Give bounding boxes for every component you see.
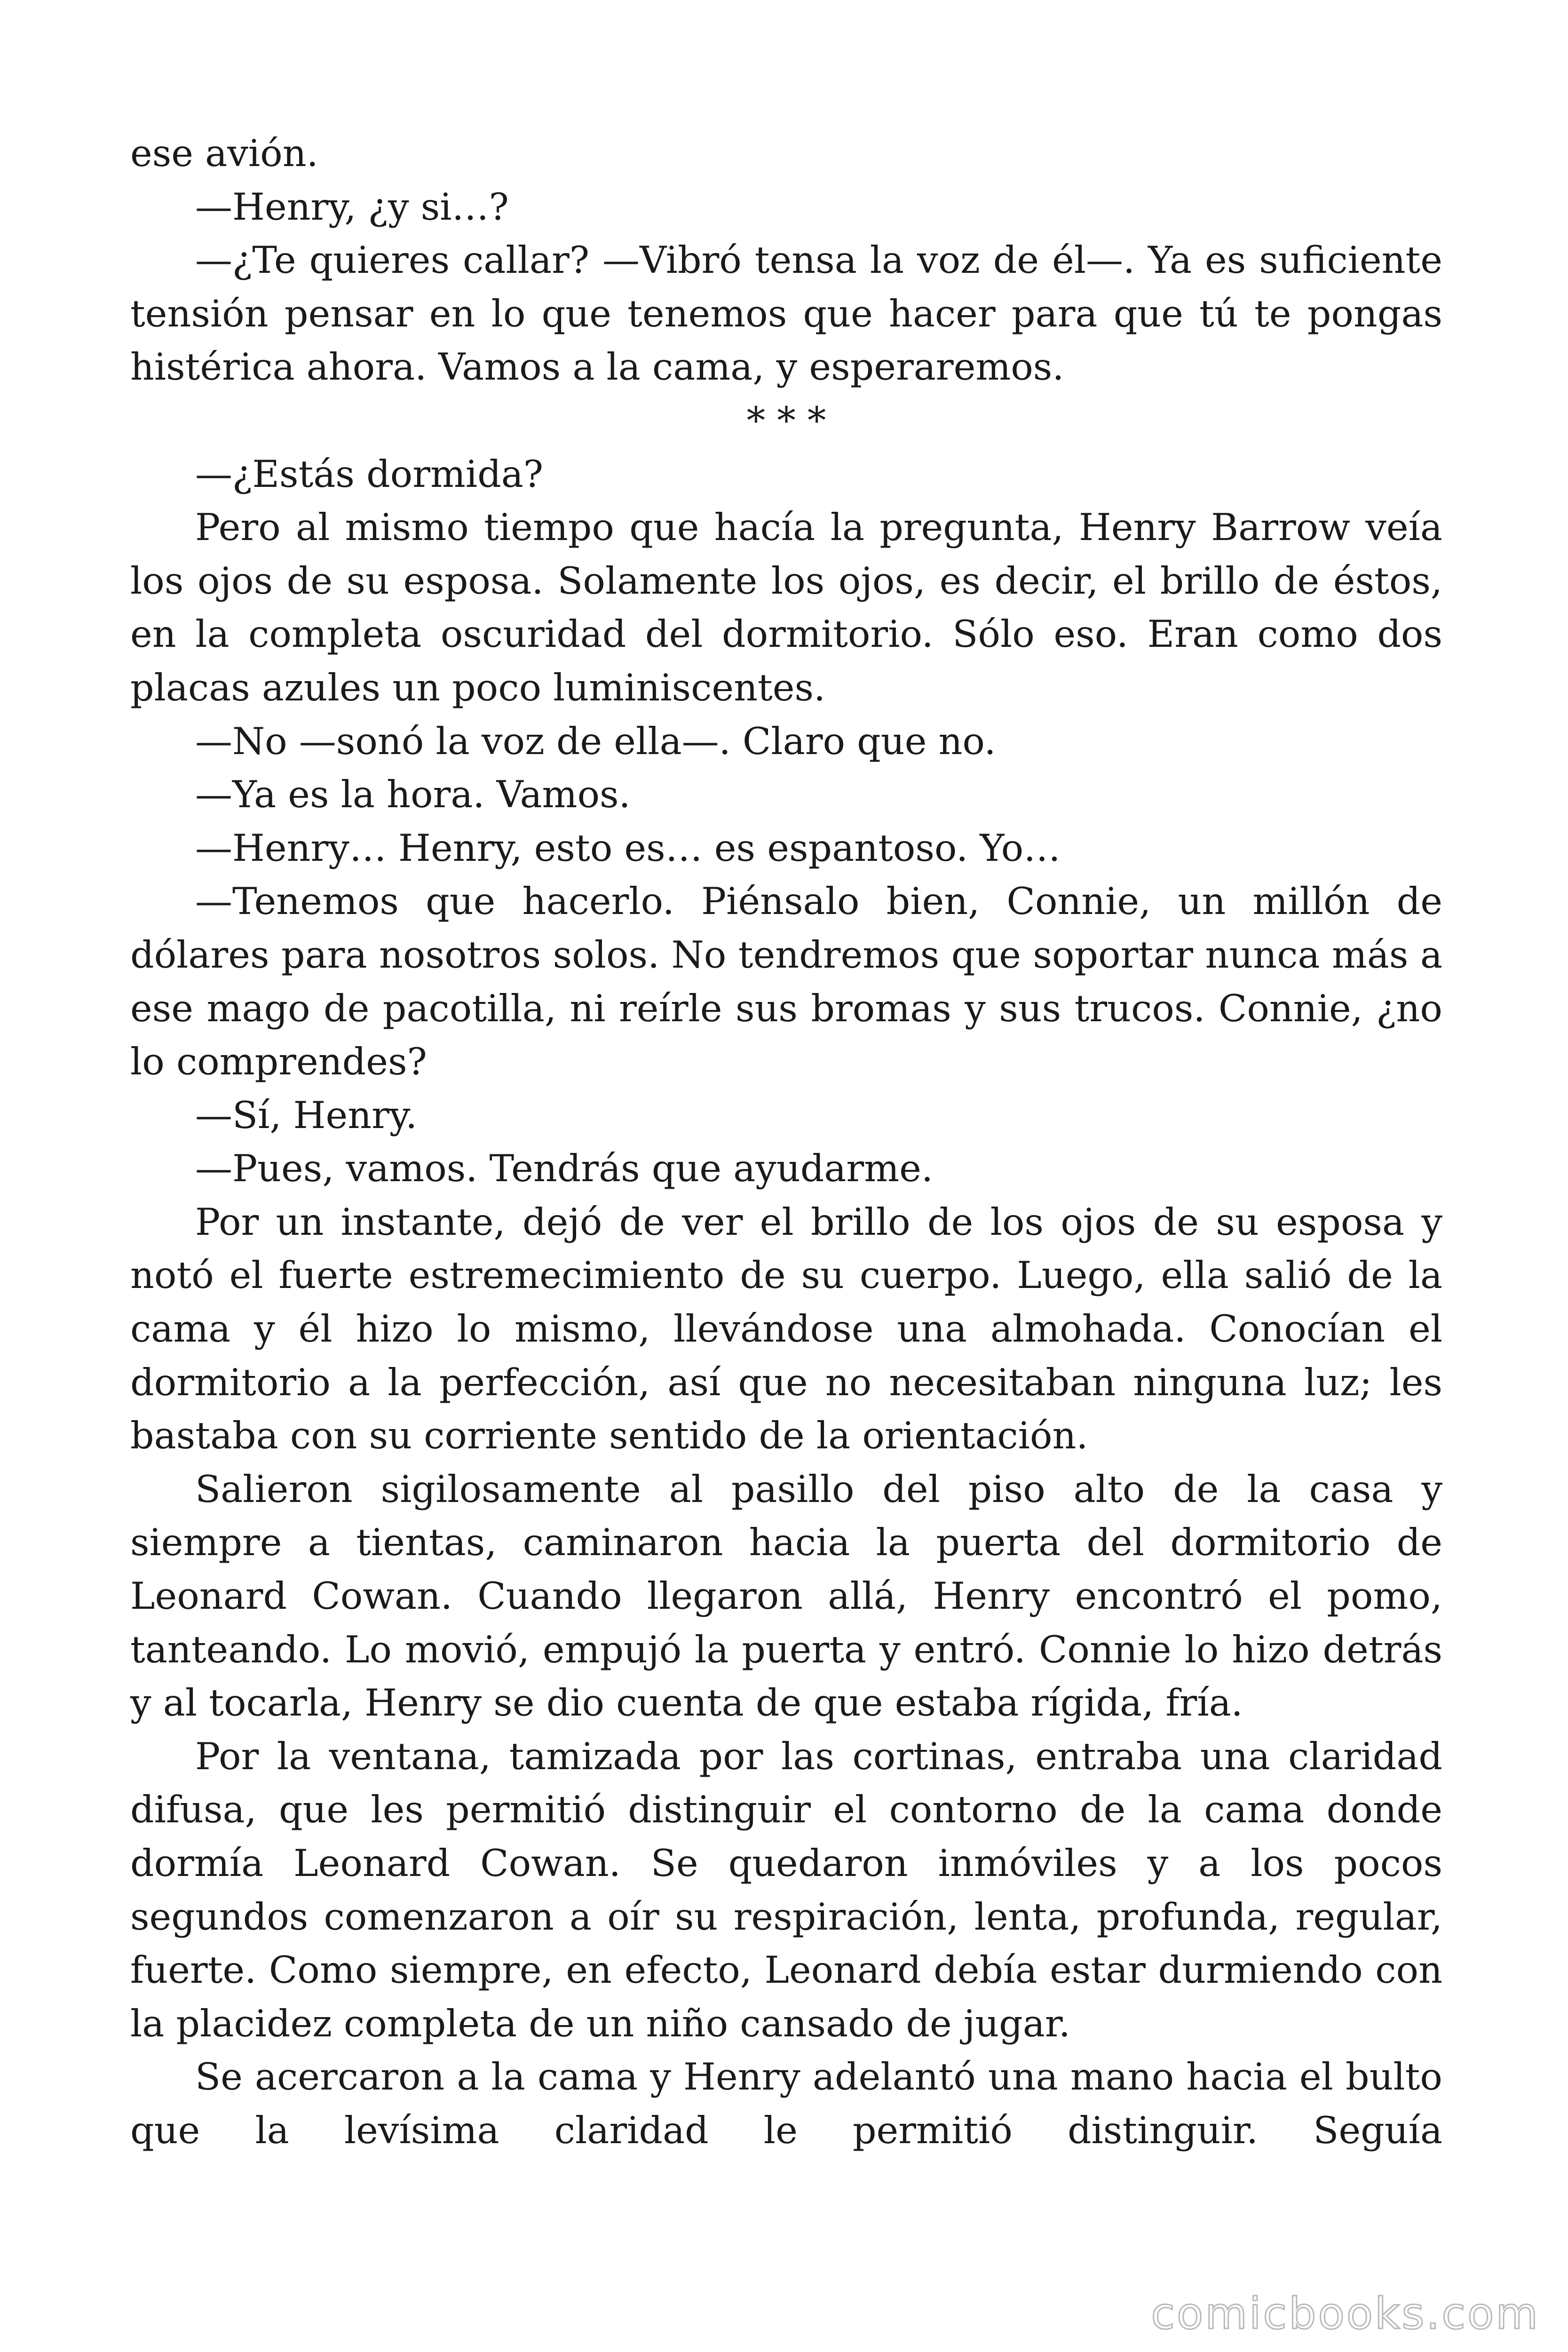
- watermark: comicbooks.com: [1151, 2288, 1540, 2339]
- paragraph: —Henry… Henry, esto es… es espantoso. Yo…: [195, 826, 1061, 870]
- paragraph: —Sí, Henry.: [195, 1093, 418, 1137]
- paragraph: —No —sonó la voz de ella—. Claro que no.: [195, 719, 996, 763]
- paragraph: —Pues, vamos. Tendrás que ayudarme.: [195, 1147, 933, 1191]
- page-body: [130, 127, 1442, 2158]
- paragraph: —Ya es la hora. Vamos.: [195, 773, 631, 817]
- paragraph: Pero al mismo tiempo que hacía la pregunta, Henry Barrow veía los ojos de su esposa. Solamente los ojos, es decir, el brillo de éstos, en la completa oscuridad del dormitorio. Sólo eso. Eran como dos placas azules un poco luminiscentes.: [130, 506, 1442, 709]
- paragraph: —¿Te quieres callar? —Vibró tensa la voz de él—. Ya es suficiente tensión pensar en lo que tenemos que hacer para que tú te pongas histérica ahora. Vamos a la cama, y esperaremos.: [130, 238, 1442, 389]
- paragraph: —Tenemos que hacerlo. Piénsalo bien, Connie, un millón de dólares para nosotros solos. No tendremos que soportar nunca más a ese mago de pacotilla, ni reírle sus bromas y sus trucos. Connie, ¿no lo comprendes?: [130, 880, 1442, 1084]
- paragraph: —Henry, ¿y si…?: [195, 185, 509, 229]
- paragraph: —¿Estás dormida?: [195, 452, 544, 496]
- paragraph: Por un instante, dejó de ver el brillo de los ojos de su esposa y notó el fuerte estremecimiento de su cuerpo. Luego, ella salió de la cama y él hizo lo mismo, llevándose una almohada. Conocían el dormitorio a la perfección, así que no necesitaban ninguna luz; les bastaba con su corriente sentido de la orientación.: [130, 1200, 1442, 1458]
- scene-separator: * * *: [746, 398, 826, 442]
- paragraph: ese avión.: [130, 132, 318, 175]
- paragraph: Se acercaron a la cama y Henry adelantó una mano hacia el bulto que la levísima claridad le permitió distinguir. Seguía: [130, 2055, 1442, 2152]
- paragraph: Salieron sigilosamente al pasillo del piso alto de la casa y siempre a tientas, caminaron hacia la puerta del dormitorio de Leonard Cowan. Cuando llegaron allá, Henry encontró el pomo, tanteando. Lo movió, empujó la puerta y entró. Connie lo hizo detrás y al tocarla, Henry se dio cuenta de que estaba rígida, fría.: [130, 1467, 1442, 1725]
- paragraph: Por la ventana, tamizada por las cortinas, entraba una claridad difusa, que les permitió distinguir el contorno de la cama donde dormía Leonard Cowan. Se quedaron inmóviles y a los pocos segundos comenzaron a oír su respiración, lenta, profunda, regular, fuerte. Como siempre, en efecto, Leonard debía estar durmiendo con la placidez completa de un niño cansado de jugar.: [130, 1734, 1442, 2045]
